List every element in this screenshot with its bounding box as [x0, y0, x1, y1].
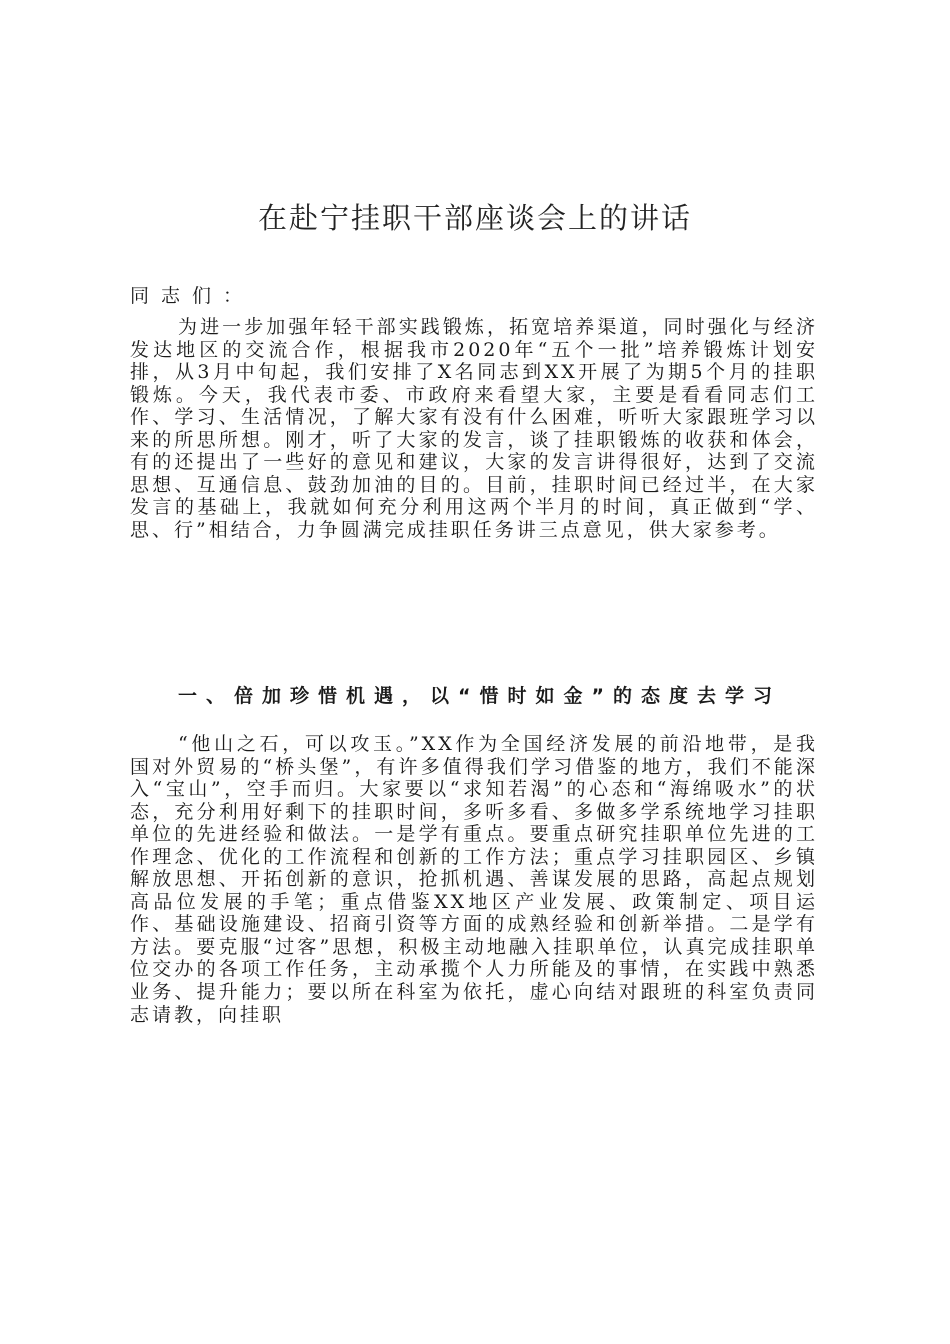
- salutation: 同志们：: [130, 285, 255, 307]
- paragraph-intro: 为进一步加强年轻干部实践锻炼，拓宽培养渠道，同时强化与经济发达地区的交流合作，根据我市2020年“五个一批”培养锻炼计划安排，从3月中旬起，我们安排了X名同志到XX开展了为期5个月的挂职锻炼。今天，我代表市委、市政府来看望大家，主要是看看同志们工作、学习、生活情况，了解大家有没有什么困难，听听大家跟班学习以来的所思所想。刚才，听了大家的发言，谈了挂职锻炼的收获和体会，有的还提出了一些好的意见和建议，大家的发言讲得很好，达到了交流思想、互通信息、鼓劲加油的目的。目前，挂职时间已经过半，在大家发言的基础上，我就如何充分利用这两个半月的时间，真正做到“学、思、行”相结合，力争圆满完成挂职任务讲三点意见，供大家参考。: [130, 316, 818, 541]
- document-title: 在赴宁挂职干部座谈会上的讲话: [257, 201, 692, 235]
- section-heading-1: 一、倍加珍惜机遇，以“惜时如金”的态度去学习: [178, 685, 781, 707]
- paragraph-section-1: “他山之石，可以攻玉。”XX作为全国经济发展的前沿地带，是我国对外贸易的“桥头堡”，有许多值得我们学习借鉴的地方，我们不能深入“宝山”，空手而归。大家要以“求知若渴”的心态和“海绵吸水”的状态，充分利用好剩下的挂职时间，多听多看、多做多学系统地学习挂职单位的先进经验和做法。一是学有重点。要重点研究挂职单位先进的工作理念、优化的工作流程和创新的工作方法；重点学习挂职园区、乡镇解放思想、开拓创新的意识，抢抓机遇、善谋发展的思路，高起点规划高品位发展的手笔；重点借鉴XX地区产业发展、政策制定、项目运作、基础设施建设、招商引资等方面的成熟经验和创新举措。二是学有方法。要克服“过客”思想，积极主动地融入挂职单位，认真完成挂职单位交办的各项工作任务，主动承揽个人力所能及的事情，在实践中熟悉业务、提升能力；要以所在科室为依托，虚心向结对跟班的科室负责同志请教，向挂职: [130, 733, 818, 1026]
